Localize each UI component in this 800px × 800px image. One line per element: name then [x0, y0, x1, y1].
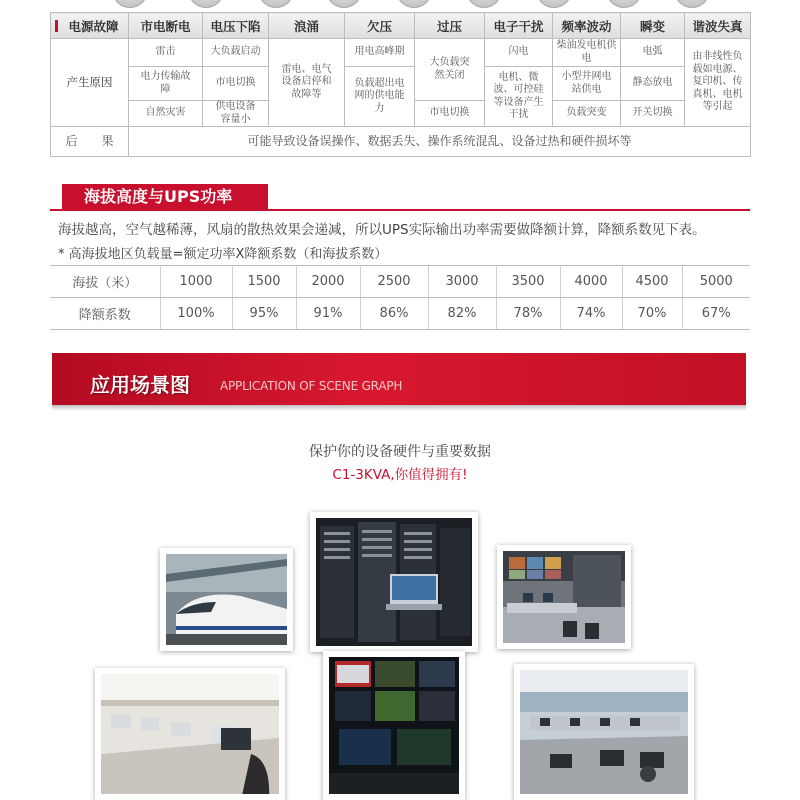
table-cell: 供电设备容量小 — [203, 101, 269, 127]
table-row — [51, 39, 751, 67]
header-cell: 欠压 — [345, 13, 415, 39]
table-cell: 市电切换 — [203, 67, 269, 101]
table-cell: 闪电 — [485, 39, 553, 67]
header-cell: 过压 — [415, 13, 485, 39]
factor-row — [50, 298, 750, 330]
table-row — [51, 67, 751, 101]
table-cell: 67% — [682, 298, 750, 330]
header-cell: 电子干扰 — [485, 13, 553, 39]
application-subtitle: APPLICATION OF SCENE GRAPH — [220, 379, 403, 393]
row-label: 降额系数 — [50, 298, 160, 330]
table-cell: 大负载突然关闭 — [415, 39, 485, 101]
table-cell: 70% — [622, 298, 682, 330]
fault-table-header — [51, 13, 751, 39]
table-cell: 大负载启动 — [203, 39, 269, 67]
table-cell: 雷击 — [129, 39, 203, 67]
tagline: 保护你的设备硬件与重要数据 — [309, 444, 491, 460]
header-cell: 电源故障 — [51, 13, 129, 39]
table-cell: 电机、微波、可控硅等设备产生干扰 — [485, 67, 553, 127]
fault-circle-icon — [326, 0, 362, 8]
cause-label: 产生原因 — [51, 39, 129, 127]
product-line: C1-3KVA,你值得拥有! — [332, 467, 468, 483]
table-cell: 82% — [428, 298, 496, 330]
table-cell: 95% — [232, 298, 296, 330]
banner-shadow — [52, 405, 746, 411]
table-cell: 3000 — [428, 266, 496, 298]
header-cell: 频率波动 — [553, 13, 621, 39]
table-cell: 86% — [360, 298, 428, 330]
application-banner — [52, 353, 746, 405]
table-cell: 74% — [560, 298, 622, 330]
table-cell: 91% — [296, 298, 360, 330]
monitoring-screens-photo — [323, 651, 465, 800]
header-cell: 电压下陷 — [203, 13, 269, 39]
table-cell: 小型井网电站供电 — [553, 67, 621, 101]
altitude-note: * 高海拔地区负载量=额定功率X降额系数（和海拔系数） — [58, 247, 388, 262]
fault-circle-icon — [258, 0, 294, 8]
header-cell: 浪涌 — [269, 13, 345, 39]
fault-circle-icon — [188, 0, 224, 8]
table-cell: 负载超出电网的供电能力 — [345, 67, 415, 127]
row-label: 海拔（米） — [50, 266, 160, 298]
table-row — [51, 127, 751, 157]
office-photo — [95, 668, 285, 800]
table-cell: 5000 — [682, 266, 750, 298]
header-cell: 市电断电 — [129, 13, 203, 39]
table-cell: 雷电、电气设备启停和故障等 — [269, 39, 345, 127]
altitude-derating-table — [50, 265, 750, 330]
fault-circle-icon — [396, 0, 432, 8]
fault-icons-strip — [50, 0, 750, 10]
table-cell: 柴油发电机供电 — [553, 39, 621, 67]
control-room-photo — [497, 545, 631, 649]
fault-circle-icon — [674, 0, 710, 8]
table-cell: 电弧 — [621, 39, 685, 67]
consequence-label: 后 果 — [51, 127, 129, 157]
altitude-section-title: 海拔高度与UPS功率 — [62, 184, 268, 210]
power-fault-table — [50, 12, 751, 157]
fault-circle-icon — [466, 0, 502, 8]
train-photo — [160, 548, 293, 651]
table-cell: 静态放电 — [621, 67, 685, 101]
open-office-photo — [514, 664, 694, 800]
table-cell: 市电切换 — [415, 101, 485, 127]
fault-circle-icon — [536, 0, 572, 8]
application-title: 应用场景图 — [90, 373, 190, 397]
table-cell: 自然灾害 — [129, 101, 203, 127]
table-cell: 3500 — [496, 266, 560, 298]
altitude-row — [50, 266, 750, 298]
table-cell: 负载突变 — [553, 101, 621, 127]
table-cell: 78% — [496, 298, 560, 330]
table-cell: 开关切换 — [621, 101, 685, 127]
header-cell: 谐波失真 — [685, 13, 751, 39]
table-cell: 1500 — [232, 266, 296, 298]
section-divider — [50, 209, 750, 211]
fault-circle-icon — [606, 0, 642, 8]
table-cell: 2000 — [296, 266, 360, 298]
table-cell: 1000 — [160, 266, 232, 298]
altitude-description: 海拔越高，空气越稀薄，风扇的散热效果会递减，所以UPS实际输出功率需要做降额计算，降额系数见下表。 — [58, 222, 706, 238]
table-cell: 电力传输故障 — [129, 67, 203, 101]
table-cell: 2500 — [360, 266, 428, 298]
table-cell: 100% — [160, 298, 232, 330]
fault-circle-icon — [112, 0, 148, 8]
table-cell: 4000 — [560, 266, 622, 298]
table-cell: 由非线性负载如电源、复印机、传真机、电机等引起 — [685, 39, 751, 127]
consequence-text: 可能导致设备误操作、数据丢失、操作系统混乱、设备过热和硬件损坏等 — [129, 127, 751, 157]
server-rack-photo — [310, 512, 478, 652]
table-cell: 用电高峰期 — [345, 39, 415, 67]
header-cell: 瞬变 — [621, 13, 685, 39]
table-cell: 4500 — [622, 266, 682, 298]
